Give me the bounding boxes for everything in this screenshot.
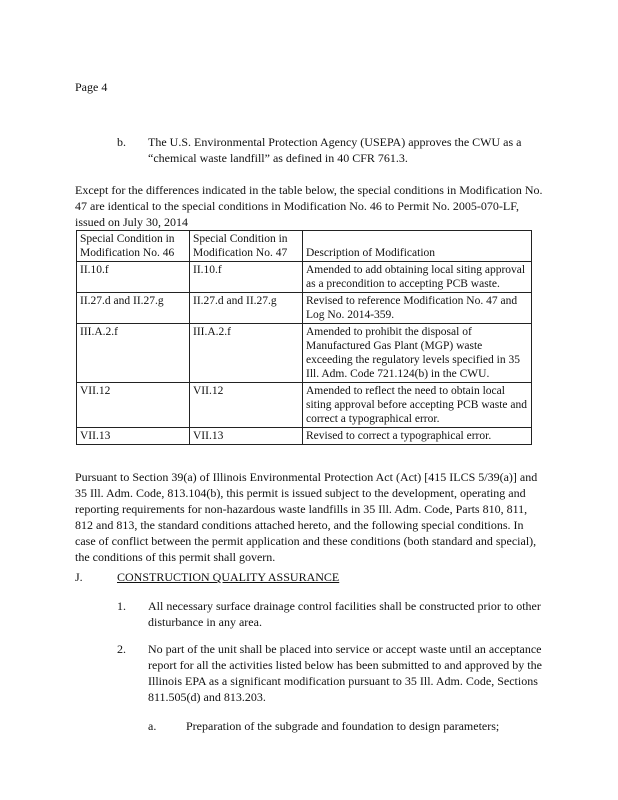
item-2-number: 2. bbox=[117, 642, 126, 656]
table-cell: Amended to prohibit the disposal of Manufactured Gas Plant (MGP) waste exceeding the regulatory levels specified in 35 Ill. Adm. Code 721.124(b) in the CWU. bbox=[303, 324, 532, 383]
item-1-number: 1. bbox=[117, 599, 126, 613]
item-b-label: b. bbox=[117, 135, 126, 149]
table-header-cell: Special Condition in Modification No. 47 bbox=[190, 231, 303, 262]
item-b-text: The U.S. Environmental Protection Agency (USEPA) approves the CWU as a “chemical waste landfill” as defined in 40 CFR 761.3. bbox=[148, 135, 522, 165]
table-row bbox=[77, 293, 532, 324]
subitem-a-text: Preparation of the subgrade and foundation to design parameters; bbox=[186, 719, 500, 733]
pursuant-paragraph: Pursuant to Section 39(a) of Illinois Environmental Protection Act (Act) [415 ILCS 5/39(a)] and 35 Ill. Adm. Code, 813.104(b), this permit is issued subject to the development, operating and reporting requirements for non-hazardous waste landfills in 35 Ill. Adm. Code, Parts 810, 811, 812 and 813, the standard conditions attached hereto, and the following special conditions. In case of conflict between the permit application and these conditions (both standard and special), the conditions of this permit shall govern. bbox=[75, 470, 538, 564]
intro-paragraph: Except for the differences indicated in the table below, the special conditions in Modification No. 47 are identical to the special conditions in Modification No. 46 to Permit No. 2005-070-LF, issued on July 30, 2014 bbox=[75, 183, 543, 229]
table-cell: Revised to correct a typographical error. bbox=[303, 428, 532, 445]
table-cell: Revised to reference Modification No. 47 and Log No. 2014-359. bbox=[303, 293, 532, 324]
table-cell: Amended to reflect the need to obtain local siting approval before accepting PCB waste and correct a typographical error. bbox=[303, 383, 532, 428]
table-cell: II.27.d and II.27.g bbox=[190, 293, 303, 324]
table-header-row bbox=[77, 231, 532, 262]
table-cell: II.10.f bbox=[77, 262, 190, 293]
section-j-title: CONSTRUCTION QUALITY ASSURANCE bbox=[117, 570, 340, 584]
page-number: Page 4 bbox=[75, 80, 108, 94]
table-cell: III.A.2.f bbox=[190, 324, 303, 383]
table-cell: VII.13 bbox=[190, 428, 303, 445]
table-cell: VII.12 bbox=[77, 383, 190, 428]
table-cell: II.10.f bbox=[190, 262, 303, 293]
table-row bbox=[77, 383, 532, 428]
table-cell: II.27.d and II.27.g bbox=[77, 293, 190, 324]
table-cell: VII.13 bbox=[77, 428, 190, 445]
section-j-number: J. bbox=[75, 570, 83, 584]
table-row bbox=[77, 428, 532, 445]
table-cell: III.A.2.f bbox=[77, 324, 190, 383]
modifications-table bbox=[76, 230, 532, 445]
table-row bbox=[77, 262, 532, 293]
table-cell: VII.12 bbox=[190, 383, 303, 428]
table-row bbox=[77, 324, 532, 383]
table-cell: Amended to add obtaining local siting approval as a precondition to accepting PCB waste. bbox=[303, 262, 532, 293]
item-2-text: No part of the unit shall be placed into service or accept waste until an acceptance report for all the activities listed below has been submitted to and approved by the Illinois EPA as a significant modification pursuant to 35 Ill. Adm. Code, Sections 811.505(d) and 813.203. bbox=[148, 642, 542, 704]
subitem-a-label: a. bbox=[148, 719, 157, 733]
table-header-cell: Special Condition in Modification No. 46 bbox=[77, 231, 190, 262]
item-1-text: All necessary surface drainage control facilities shall be constructed prior to other disturbance in any area. bbox=[148, 599, 541, 629]
table-header-cell: Description of Modification bbox=[303, 231, 532, 262]
